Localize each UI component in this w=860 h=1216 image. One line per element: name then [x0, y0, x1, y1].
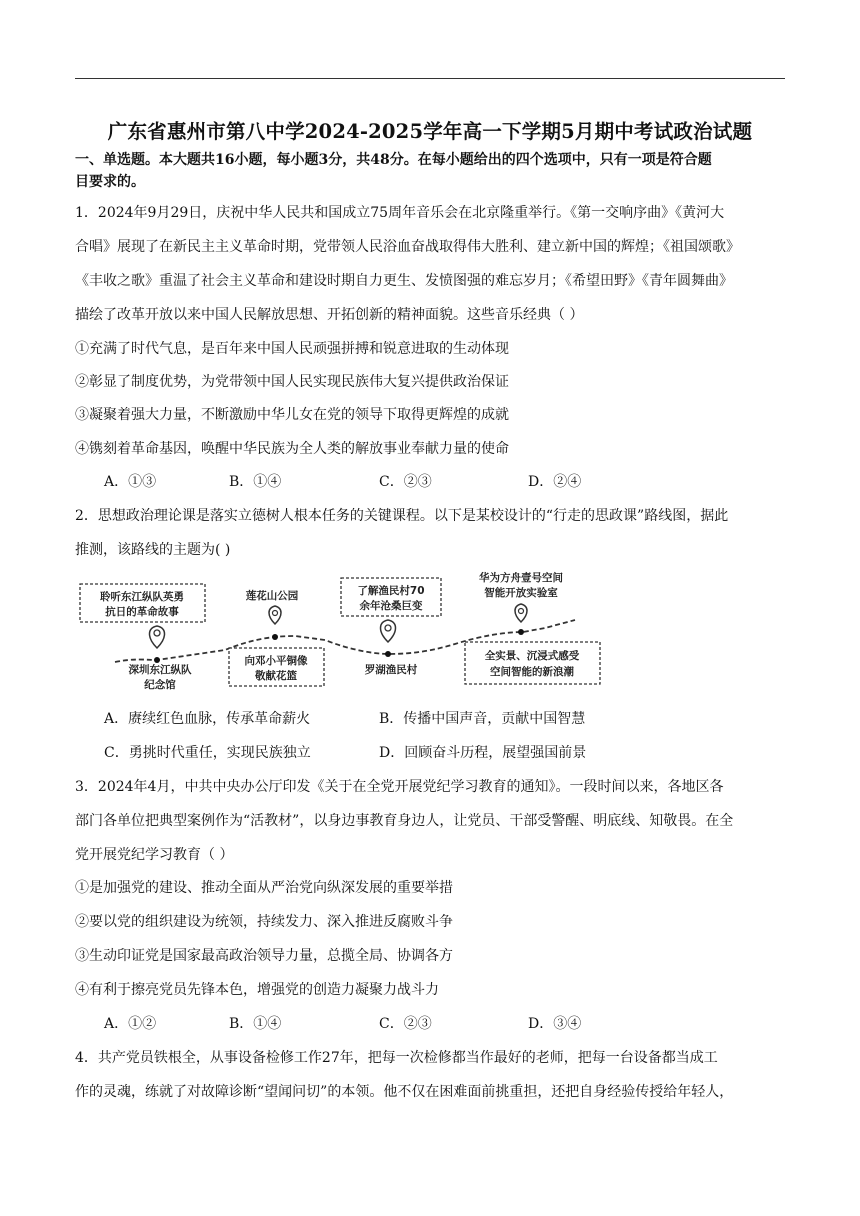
diagram-label: 敬献花篮	[255, 670, 297, 682]
q1-item: ①充满了时代气息，是百年来中国人民顽强拼搏和锐意进取的生动体现	[75, 341, 509, 357]
q1-stem-line: 合唱》展现了在新民主主义革命时期，党带领人民浴血奋战取得伟大胜利、建立新中国的辉煌；《祖国颂歌》	[75, 239, 740, 255]
q3-option-d[interactable]: D．③④	[528, 1016, 582, 1032]
location-pin-icon	[269, 606, 281, 640]
q1-item: ③凝聚着强大力量，不断激励中华儿女在党的领导下取得更辉煌的成就	[75, 407, 509, 423]
q1-option-c[interactable]: C．②③	[379, 474, 432, 490]
diagram-label: 空间智能的新浪潮	[490, 666, 574, 678]
diagram-label: 余年沧桑巨变	[359, 600, 423, 612]
q3-item: ②要以党的组织建设为统领，持续发力、深入推进反腐败斗争	[75, 914, 453, 930]
q2-option-c[interactable]: C．勇挑时代重任，实现民族独立	[104, 745, 311, 761]
q1-stem-line: 描绘了改革开放以来中国人民解放思想、开拓创新的精神面貌。这些音乐经典（ ）	[75, 307, 584, 323]
diagram-label: 向邓小平铜像	[244, 655, 308, 667]
section-heading-line2: 目要求的。	[75, 174, 145, 190]
location-pin-icon	[150, 626, 165, 663]
q1-stem-line: 1．2024年9月29日，庆祝中华人民共和国成立75周年音乐会在北京隆重举行。《第一交响序曲》《黄河大	[75, 205, 725, 221]
q4-stem-line: 4．共产党员铁根全，从事设备检修工作27年，把每一次检修都当作最好的老师，把每一台设备都当成工	[75, 1050, 718, 1066]
q3-option-b[interactable]: B．①④	[229, 1016, 282, 1032]
location-pin-icon	[515, 604, 527, 635]
q3-option-c[interactable]: C．②③	[379, 1016, 432, 1032]
q2-stem-line: 推测，该路线的主题为( )	[75, 542, 231, 558]
q2-option-b[interactable]: B．传播中国声音，贡献中国智慧	[379, 711, 586, 727]
diagram-label: 莲花山公园	[245, 590, 299, 602]
q4-stem-line: 作的灵魂，练就了对故障诊断“望闻问切”的本领。他不仅在困难面前挑重担，还把自身经验传授给年轻人，	[75, 1084, 734, 1100]
q3-item: ④有利于擦亮党员先锋本色，增强党的创造力凝聚力战斗力	[75, 982, 439, 998]
section-heading-line1: 一、单选题。本大题共16小题，每小题3分，共48分。在每小题给出的四个选项中，只有一项是符合题	[75, 152, 712, 168]
q1-option-a[interactable]: A．①③	[104, 474, 157, 490]
q1-item: ④镌刻着革命基因，唤醒中华民族为全人类的解放事业奉献力量的使命	[75, 441, 509, 457]
location-pin-icon	[381, 620, 396, 657]
diagram-label: 罗湖渔民村	[364, 664, 418, 676]
q3-stem-line: 3．2024年4月，中共中央办公厅印发《关于在全党开展党纪学习教育的通知》。一段时间以来，各地区各	[75, 779, 724, 795]
diagram-label: 纪念馆	[144, 679, 176, 691]
q3-item: ①是加强党的建设、推动全面从严治党向纵深发展的重要举措	[75, 880, 453, 896]
q3-stem-line: 党开展党纪学习教育（ ）	[75, 847, 234, 863]
q2-option-a[interactable]: A．赓续红色血脉，传承革命薪火	[104, 711, 311, 727]
diagram-label: 华为方舟壹号空间	[479, 572, 563, 584]
q2-stem-line: 2．思想政治理论课是落实立德树人根本任务的关键课程。以下是某校设计的“行走的思政课”路线图，据此	[75, 508, 729, 524]
q1-item: ②彰显了制度优势，为党带领中国人民实现民族伟大复兴提供政治保证	[75, 374, 509, 390]
route-diagram	[75, 570, 615, 692]
diagram-label: 智能开放实验室	[484, 587, 558, 599]
page-title: 广东省惠州市第八中学2024-2025学年高一下学期5月期中考试政治试题	[107, 120, 753, 143]
header-rule	[75, 78, 785, 79]
diagram-label: 深圳东江纵队	[128, 664, 192, 676]
q3-stem-line: 部门各单位把典型案例作为“活教材”，以身边事教育身边人，让党员、干部受警醒、明底线、知敬畏。在全	[75, 813, 734, 829]
q3-item: ③生动印证党是国家最高政治领导力量，总揽全局、协调各方	[75, 948, 453, 964]
q1-option-b[interactable]: B．①④	[229, 474, 282, 490]
diagram-label: 了解渔民村70	[357, 585, 425, 597]
q1-stem-line: 《丰收之歌》重温了社会主义革命和建设时期自力更生、发愤图强的难忘岁月；《希望田野》《青年圆舞曲》	[75, 273, 733, 289]
q2-option-d[interactable]: D．回顾奋斗历程，展望强国前景	[379, 745, 587, 761]
q3-option-a[interactable]: A．①②	[104, 1016, 157, 1032]
diagram-label: 聆听东江纵队英勇	[100, 591, 184, 603]
diagram-label: 抗日的革命故事	[105, 606, 179, 618]
q1-option-d[interactable]: D．②④	[528, 474, 582, 490]
diagram-label: 全实景、沉浸式感受	[484, 650, 580, 662]
